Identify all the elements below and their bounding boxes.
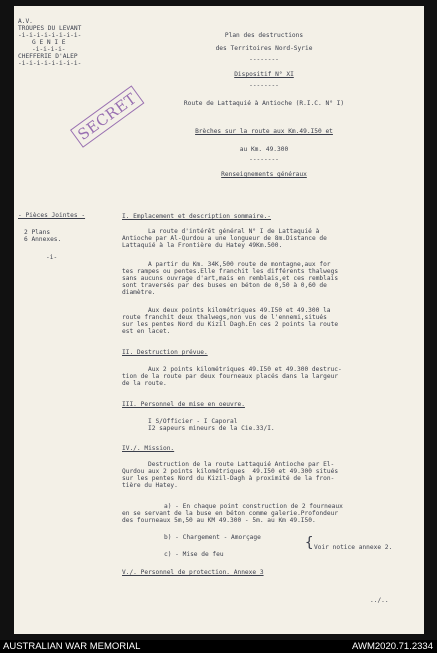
body-line: Lattaquié à la Frontière du Hatey 49Km.500. <box>122 242 283 249</box>
margin-line: 2 Plans <box>24 229 51 236</box>
margin-line: 6 Annexes. <box>24 236 62 243</box>
brace: { <box>305 535 314 551</box>
title-line: des Territoires Nord-Syrie <box>215 45 313 52</box>
footer-source: AUSTRALIAN WAR MEMORIAL <box>3 641 141 652</box>
title-line: Brèches sur la route aux Km.49.I50 et <box>195 128 333 135</box>
body-line: sont traversés par des buses en béton de 0,50 à 0,60 de <box>122 282 327 289</box>
body-line: Antioche par Al-Qurdou a une longueur de 8m.Distance de <box>122 235 327 242</box>
body-line: Aux deux points kilométriques 49.I50 et 49.300 la <box>148 307 331 314</box>
header-left-line: -i-i-i-i- <box>32 46 66 53</box>
title-separator: -------- <box>249 56 279 63</box>
header-left-line: CHEFFERIE D'ALEP <box>18 53 78 60</box>
body-line: des fourneaux 5m,50 au KM 49.300 - 5m. au Km 49.I50. <box>122 517 316 524</box>
margin-line: -i- <box>46 254 58 261</box>
body-line: route franchit deux thalwegs,non vus de l'ennemi,situés <box>122 314 327 321</box>
body-line: diamètre. <box>122 289 156 296</box>
section-heading-text: V./. Personnel de protection. Annexe 3 <box>122 569 264 576</box>
title-line: Renseignements généraux <box>221 171 307 178</box>
body-line: tion de la route par deux fourneaux placés dans la largeur <box>122 373 339 380</box>
margin-heading: - Pièces Jointes - <box>18 212 86 219</box>
body-line: I2 sapeurs mineurs de la Cie.33/I. <box>148 425 275 432</box>
title-line: Plan des destructions <box>224 32 304 39</box>
secret-stamp: SECRET <box>70 85 144 147</box>
footer-ref: AWM2020.71.2334 <box>352 641 433 652</box>
section-heading-v <box>122 569 264 576</box>
body-line: Aux 2 points kilométriques 49.I50 et 49.300 destruc- <box>148 366 342 373</box>
body-line: Destruction de la route Lattaquié Antioche par El- <box>148 461 335 468</box>
section-heading: I. Emplacement et description sommaire.- <box>122 213 272 220</box>
document-page <box>14 6 424 634</box>
archive-footer <box>0 640 437 653</box>
body-line: a) - En chaque point construction de 2 fourneaux <box>164 503 343 510</box>
header-left-line: TROUPES DU LEVANT <box>18 25 82 32</box>
title-line: au Km. 49.300 <box>239 146 289 153</box>
body-line: A partir du Km. 34K,500 route de montagne,aux for <box>148 261 331 268</box>
section-heading: III. Personnel de mise en oeuvre. <box>122 401 245 408</box>
header-left-line: A.V. <box>18 18 33 25</box>
section-heading: IV./. Mission. <box>122 445 175 452</box>
body-line: en se servant de la buse en béton comme galerie.Profondeur <box>122 510 339 517</box>
side-note: Voir notice annexe 2. <box>314 544 393 551</box>
title-separator: -------- <box>249 156 279 163</box>
title-line: Dispositif N° XI <box>234 71 294 78</box>
title-separator: -------- <box>249 82 279 89</box>
section-heading: II. Destruction prévue. <box>122 349 208 356</box>
body-line: sur les pentes Nord du Kizil-Dagh à proximité de la fron- <box>122 475 335 482</box>
title-line: Route de Lattaquié à Antioche (R.I.C. N° I) <box>183 100 345 107</box>
continuation-mark: ../.. <box>370 597 389 604</box>
body-line: b) - Chargement - Amorçage <box>164 534 261 541</box>
body-line: est en lacet. <box>122 328 171 335</box>
body-line: tes rampes ou pentes.Elle franchit les différents thalwegs <box>122 268 339 275</box>
header-left-line: -i-i-i-i-i-i-i-i- <box>18 32 82 39</box>
body-line: tière du Hatey. <box>122 482 178 489</box>
body-line: Qurdou aux 2 points kilométriques 49.I50 et 49.300 situés <box>122 468 339 475</box>
body-line: sur les pentes Nord du Kizil Dagh.En ces 2 points la route <box>122 321 339 328</box>
body-line: c) - Mise de feu <box>164 551 224 558</box>
body-line: sans aucuns ouvrage d'art,mais en remblais,et ces remblais <box>122 275 339 282</box>
body-line: La route d'intérêt général N° I de Lattaquié à <box>148 228 320 235</box>
header-left-line: -i-i-i-i-i-i-i-i- <box>18 60 82 67</box>
body-line: de la route. <box>122 380 167 387</box>
body-line: I S/Officier - I Caporal <box>148 418 238 425</box>
header-left-line: G E N I E <box>32 39 66 46</box>
